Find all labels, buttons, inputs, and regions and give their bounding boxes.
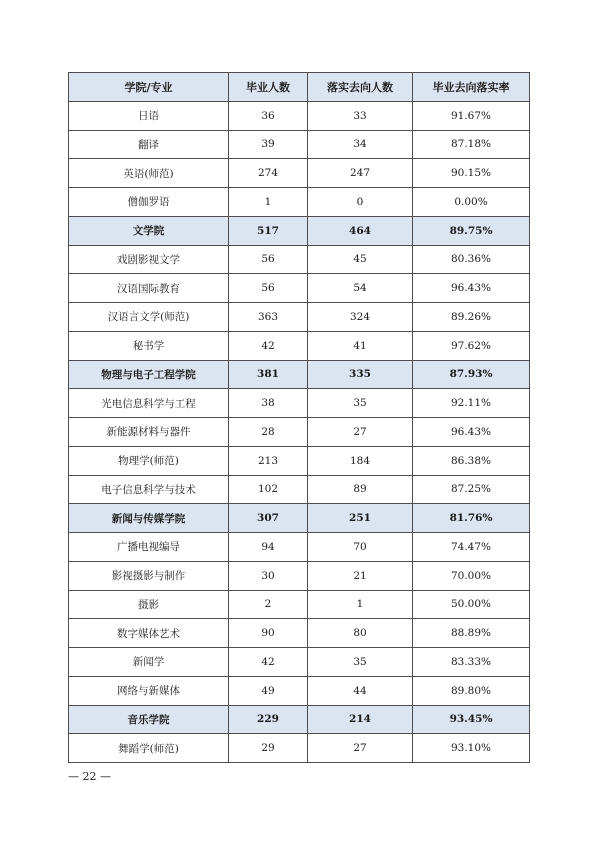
- cell-rate: 89.80%: [413, 676, 530, 705]
- cell-name: 新闻与传媒学院: [69, 504, 229, 533]
- cell-name: 英语(师范): [69, 159, 229, 188]
- cell-name: 汉语国际教育: [69, 274, 229, 303]
- cell-name: 僧伽罗语: [69, 188, 229, 217]
- cell-name: 数字媒体艺术: [69, 619, 229, 648]
- cell-placed: 214: [308, 705, 413, 734]
- cell-placed: 21: [308, 561, 413, 590]
- cell-placed: 41: [308, 331, 413, 360]
- table-row: [69, 446, 530, 475]
- cell-rate: 50.00%: [413, 590, 530, 619]
- cell-rate: 80.36%: [413, 245, 530, 274]
- cell-rate: 89.75%: [413, 216, 530, 245]
- cell-graduates: 94: [229, 533, 308, 562]
- table-row: [69, 130, 530, 159]
- cell-graduates: 90: [229, 619, 308, 648]
- table-row: [69, 590, 530, 619]
- cell-placed: 33: [308, 101, 413, 130]
- cell-placed: 35: [308, 389, 413, 418]
- cell-placed: 80: [308, 619, 413, 648]
- cell-graduates: 517: [229, 216, 308, 245]
- table-row: [69, 418, 530, 447]
- table-row: [69, 561, 530, 590]
- cell-placed: 251: [308, 504, 413, 533]
- cell-name: 网络与新媒体: [69, 676, 229, 705]
- cell-name: 光电信息科学与工程: [69, 389, 229, 418]
- college-summary-row: [69, 216, 530, 245]
- cell-name: 物理学(师范): [69, 446, 229, 475]
- header-college-major: 学院/专业: [69, 73, 229, 102]
- cell-rate: 96.43%: [413, 418, 530, 447]
- cell-rate: 92.11%: [413, 389, 530, 418]
- cell-graduates: 2: [229, 590, 308, 619]
- cell-name: 影视摄影与制作: [69, 561, 229, 590]
- cell-placed: 1: [308, 590, 413, 619]
- cell-placed: 35: [308, 648, 413, 677]
- cell-placed: 34: [308, 130, 413, 159]
- cell-graduates: 229: [229, 705, 308, 734]
- cell-graduates: 274: [229, 159, 308, 188]
- college-summary-row: [69, 360, 530, 389]
- cell-name: 翻译: [69, 130, 229, 159]
- cell-rate: 81.76%: [413, 504, 530, 533]
- cell-rate: 93.45%: [413, 705, 530, 734]
- cell-rate: 93.10%: [413, 734, 530, 763]
- cell-graduates: 39: [229, 130, 308, 159]
- table-row: [69, 303, 530, 332]
- cell-rate: 89.26%: [413, 303, 530, 332]
- cell-graduates: 363: [229, 303, 308, 332]
- cell-name: 新闻学: [69, 648, 229, 677]
- cell-graduates: 56: [229, 274, 308, 303]
- cell-graduates: 29: [229, 734, 308, 763]
- cell-graduates: 49: [229, 676, 308, 705]
- table-row: [69, 734, 530, 763]
- cell-rate: 90.15%: [413, 159, 530, 188]
- cell-rate: 86.38%: [413, 446, 530, 475]
- cell-placed: 464: [308, 216, 413, 245]
- table-row: [69, 188, 530, 217]
- cell-rate: 91.67%: [413, 101, 530, 130]
- cell-rate: 97.62%: [413, 331, 530, 360]
- cell-name: 戏剧影视文学: [69, 245, 229, 274]
- table-row: [69, 619, 530, 648]
- cell-name: 汉语言文学(师范): [69, 303, 229, 332]
- cell-rate: 96.43%: [413, 274, 530, 303]
- cell-placed: 45: [308, 245, 413, 274]
- cell-name: 音乐学院: [69, 705, 229, 734]
- cell-graduates: 38: [229, 389, 308, 418]
- table-row: [69, 648, 530, 677]
- cell-placed: 184: [308, 446, 413, 475]
- cell-name: 文学院: [69, 216, 229, 245]
- cell-name: 新能源材料与器件: [69, 418, 229, 447]
- cell-rate: 87.93%: [413, 360, 530, 389]
- cell-rate: 88.89%: [413, 619, 530, 648]
- cell-graduates: 213: [229, 446, 308, 475]
- table-row: [69, 101, 530, 130]
- cell-graduates: 36: [229, 101, 308, 130]
- cell-graduates: 102: [229, 475, 308, 504]
- cell-placed: 27: [308, 734, 413, 763]
- cell-placed: 0: [308, 188, 413, 217]
- college-summary-row: [69, 504, 530, 533]
- table-row: [69, 159, 530, 188]
- table-body: [69, 101, 530, 762]
- cell-name: 舞蹈学(师范): [69, 734, 229, 763]
- header-placement-rate: 毕业去向落实率: [413, 73, 530, 102]
- cell-graduates: 28: [229, 418, 308, 447]
- cell-rate: 87.18%: [413, 130, 530, 159]
- cell-name: 摄影: [69, 590, 229, 619]
- cell-placed: 335: [308, 360, 413, 389]
- cell-placed: 44: [308, 676, 413, 705]
- cell-placed: 70: [308, 533, 413, 562]
- cell-name: 日语: [69, 101, 229, 130]
- employment-rate-table: [68, 72, 530, 763]
- header-placed: 落实去向人数: [308, 73, 413, 102]
- header-graduates: 毕业人数: [229, 73, 308, 102]
- table-row: [69, 331, 530, 360]
- table-header-row: [69, 73, 530, 102]
- cell-name: 物理与电子工程学院: [69, 360, 229, 389]
- table-row: [69, 475, 530, 504]
- cell-graduates: 381: [229, 360, 308, 389]
- table-row: [69, 245, 530, 274]
- college-summary-row: [69, 705, 530, 734]
- cell-graduates: 1: [229, 188, 308, 217]
- cell-name: 广播电视编导: [69, 533, 229, 562]
- table-row: [69, 533, 530, 562]
- cell-placed: 247: [308, 159, 413, 188]
- table-row: [69, 389, 530, 418]
- cell-name: 秘书学: [69, 331, 229, 360]
- table-row: [69, 274, 530, 303]
- page-number: — 22 —: [68, 770, 111, 783]
- cell-graduates: 42: [229, 648, 308, 677]
- cell-rate: 70.00%: [413, 561, 530, 590]
- cell-rate: 83.33%: [413, 648, 530, 677]
- cell-graduates: 307: [229, 504, 308, 533]
- cell-rate: 0.00%: [413, 188, 530, 217]
- cell-rate: 87.25%: [413, 475, 530, 504]
- cell-placed: 54: [308, 274, 413, 303]
- cell-placed: 324: [308, 303, 413, 332]
- cell-rate: 74.47%: [413, 533, 530, 562]
- table-row: [69, 676, 530, 705]
- cell-placed: 27: [308, 418, 413, 447]
- cell-graduates: 42: [229, 331, 308, 360]
- cell-graduates: 30: [229, 561, 308, 590]
- cell-graduates: 56: [229, 245, 308, 274]
- cell-placed: 89: [308, 475, 413, 504]
- cell-name: 电子信息科学与技术: [69, 475, 229, 504]
